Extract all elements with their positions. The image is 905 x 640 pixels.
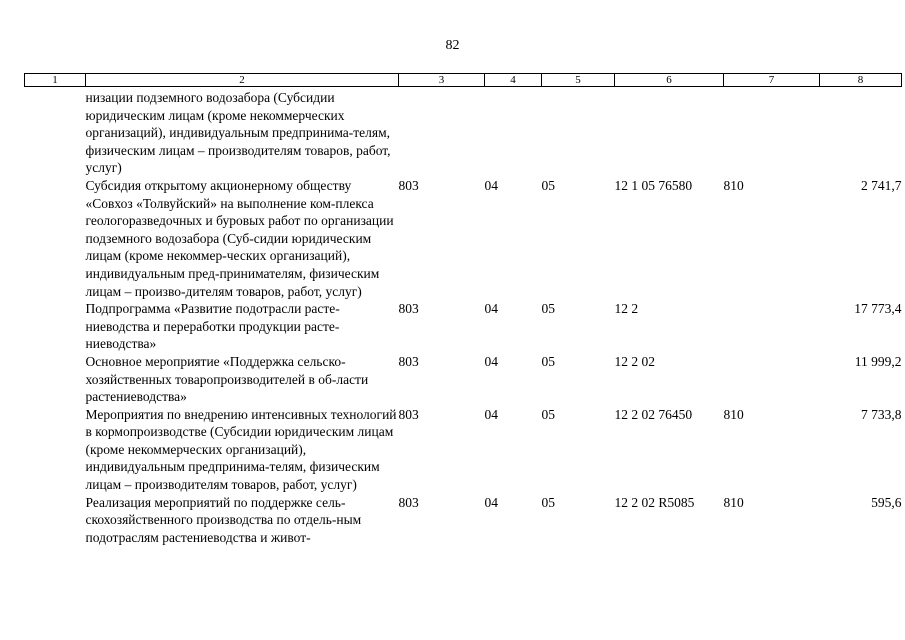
expense-type-code [724,353,820,406]
grbs-code: 803 [398,177,419,193]
grbs-code: 803 [398,494,419,510]
table-row [25,494,902,547]
budget-table [24,73,902,546]
column-header: 8 [820,74,902,87]
column-header: 6 [615,74,724,87]
section-code: 04 [484,353,498,369]
section-code: 04 [484,177,498,193]
grbs-code [399,87,485,177]
column-number-row [25,74,902,87]
target-article-code: 12 2 02 76450 [614,406,693,422]
expense-type-code: 810 [723,406,744,422]
item-name: Основное мероприятие «Поддержка сельско-хозяйственных товаропроизводителей в об-ласти растениеводства» [85,353,369,405]
subsection-code: 05 [541,494,555,510]
item-name: Мероприятия по внедрению интенсивных технологий в кормопроизводстве (Субсидии юридическим лицам (кроме некоммерческих организаций), индивидуальным предпринима-телям, физическим лицам – производителям товаров, работ, услуг) [85,406,397,493]
column-header: 2 [86,74,399,87]
expense-type-code: 810 [723,177,744,193]
amount: 17 773,4 [854,301,902,317]
amount [820,87,902,177]
target-article-code: 12 2 [614,301,639,317]
amount: 7 733,8 [861,406,902,422]
subsection-code: 05 [541,177,555,193]
subsection-code [542,87,615,177]
row-number-cell [25,406,86,494]
column-header: 3 [399,74,485,87]
target-article-code: 12 1 05 76580 [614,177,693,193]
page-number: 82 [445,38,460,53]
row-number-cell [25,494,86,547]
amount: 2 741,7 [861,177,902,193]
row-number-cell [25,353,86,406]
grbs-code: 803 [398,301,419,317]
subsection-code: 05 [541,353,555,369]
target-article-code: 12 2 02 [614,353,655,369]
column-header: 4 [485,74,542,87]
item-name: низации подземного водозабора (Субсидии юридическим лицам (кроме некоммерческих организаций), индивидуальным предпринима-телям, физическим лицам – производителям товаров, работ, услуг) [85,90,391,176]
section-code: 04 [484,301,498,317]
column-header: 1 [25,74,86,87]
row-number-cell [25,87,86,177]
subsection-code: 05 [541,301,555,317]
item-name: Подпрограмма «Развитие подотрасли расте-ниеводства и переработки продукции расте-ниеводства» [85,301,340,352]
target-article-code [615,87,724,177]
amount: 595,6 [871,494,902,510]
expense-type-code [724,300,820,353]
row-number-cell [25,177,86,300]
table-row [25,177,902,300]
expense-type-code [724,87,820,177]
table-row [25,87,902,177]
item-name: Субсидия открытому акционерному обществу «Совхоз «Толвуйский» на выполнение ком-плекса геологоразведочных и буровых работ по организации подземного водозабора (Суб-сидии юридическим лицам (кроме некоммер-ческих организаций), индивидуальным пред-принимателям, физическим лицам – произво-дителям товаров, работ, услуг) [85,177,394,299]
row-number-cell [25,300,86,353]
expense-type-code: 810 [723,494,744,510]
table-row [25,353,902,406]
subsection-code: 05 [541,406,555,422]
target-article-code: 12 2 02 R5085 [614,494,695,510]
table-row [25,406,902,494]
grbs-code: 803 [398,353,419,369]
item-name: Реализация мероприятий по поддержке сель-скохозяйственного производства по отдель-ным подотраслям растениеводства и живот- [85,494,362,545]
amount: 11 999,2 [854,353,902,369]
table-row [25,300,902,353]
section-code: 04 [484,406,498,422]
section-code: 04 [484,494,498,510]
column-header: 7 [724,74,820,87]
grbs-code: 803 [398,406,419,422]
section-code [485,87,542,177]
column-header: 5 [542,74,615,87]
